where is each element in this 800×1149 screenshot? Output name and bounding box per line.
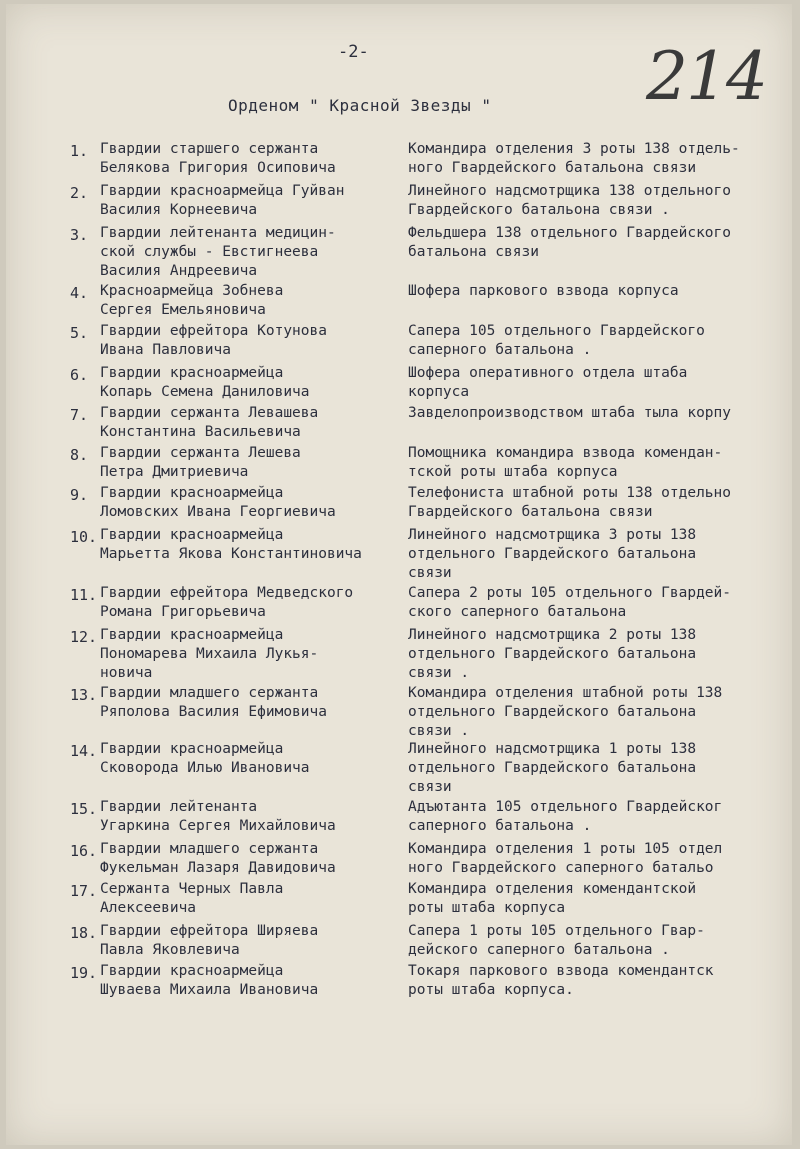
recipient-position-line: дейского саперного батальона . <box>408 942 670 958</box>
recipient-name-line: Ивана Павловича <box>100 342 231 358</box>
recipient-position <box>408 444 786 482</box>
recipient-position <box>408 224 786 262</box>
recipient-position <box>408 740 786 797</box>
entry-number: 7. <box>70 406 89 424</box>
entry-number: 16. <box>70 842 98 860</box>
entry-number: 1. <box>70 142 89 160</box>
recipient-name-line: Гвардии красноармейца <box>100 741 284 757</box>
recipient-position-line: связи <box>408 779 452 795</box>
recipient-name <box>100 364 400 402</box>
recipient-name-line: Петра Дмитриевича <box>100 464 249 480</box>
recipient-name-line: Сковорода Илью Ивановича <box>100 760 310 776</box>
recipient-name <box>100 922 400 960</box>
recipient-position <box>408 282 786 301</box>
recipient-position-line: Гвардейского батальона связи <box>408 504 653 520</box>
recipient-name-line: Гвардии старшего сержанта <box>100 141 319 157</box>
recipient-name-line: Гвардии ефрейтора Котунова <box>100 323 327 339</box>
recipient-position-line: Линейного надсмотрщика 1 роты 138 <box>408 741 697 757</box>
recipient-name-line: Павла Яковлевича <box>100 942 240 958</box>
recipient-name <box>100 444 400 482</box>
recipient-name-line: Василия Корнеевича <box>100 202 258 218</box>
recipient-position-line: Сапера 2 роты 105 отдельного Гвардей- <box>408 585 732 601</box>
recipient-position-line: Линейного надсмотрщика 2 роты 138 <box>408 627 697 643</box>
recipient-position <box>408 922 786 960</box>
recipient-name-line: Угаркина Сергея Михайловича <box>100 818 336 834</box>
recipient-position-line: Помощника командира взвода комендан- <box>408 445 723 461</box>
recipient-name-line: Гвардии красноармейца <box>100 627 284 643</box>
recipient-position <box>408 140 786 178</box>
entry-number: 19. <box>70 964 98 982</box>
recipient-position-line: корпуса <box>408 384 470 400</box>
recipient-name-line: Гвардии красноармейца <box>100 963 284 979</box>
recipient-position-line: связи . <box>408 723 470 739</box>
recipient-position-line: Сапера 1 роты 105 отдельного Гвар- <box>408 923 705 939</box>
entry-number: 11. <box>70 586 98 604</box>
recipient-name <box>100 962 400 1000</box>
recipient-position-line: отдельного Гвардейского батальона <box>408 546 697 562</box>
recipient-name-line: Сержанта Черных Павла <box>100 881 284 897</box>
recipient-name <box>100 584 400 622</box>
recipient-name <box>100 880 400 918</box>
recipient-position <box>408 584 786 622</box>
entry-number: 8. <box>70 446 89 464</box>
recipient-position-line: саперного батальона . <box>408 342 592 358</box>
recipient-name-line: Василия Андреевича <box>100 263 258 279</box>
recipient-position-line: Линейного надсмотрщика 138 отдельного <box>408 183 732 199</box>
recipient-position <box>408 798 786 836</box>
recipient-name <box>100 322 400 360</box>
entry-number: 2. <box>70 184 89 202</box>
recipient-name-line: Романа Григорьевича <box>100 604 266 620</box>
entry-number: 18. <box>70 924 98 942</box>
recipient-name <box>100 740 400 778</box>
recipient-position <box>408 626 786 683</box>
recipient-position <box>408 840 786 878</box>
recipient-name <box>100 484 400 522</box>
recipient-position-line: связи <box>408 565 452 581</box>
recipient-position <box>408 526 786 583</box>
recipient-name-line: Гвардии лейтенанта медицин- <box>100 225 336 241</box>
recipient-position-line: саперного батальона . <box>408 818 592 834</box>
document-page <box>6 4 792 1145</box>
page-number: -2- <box>338 42 369 62</box>
recipient-position-line: Линейного надсмотрщика 3 роты 138 <box>408 527 697 543</box>
recipient-name-line: Константина Васильевича <box>100 424 301 440</box>
recipient-name-line: Марьетта Якова Константиновича <box>100 546 362 562</box>
recipient-name-line: Алексеевича <box>100 900 197 916</box>
recipient-position-line: Сапера 105 отдельного Гвардейского <box>408 323 705 339</box>
recipient-name-line: Гвардии ефрейтора Ширяева <box>100 923 319 939</box>
recipient-name-line: Гвардии младшего сержанта <box>100 841 319 857</box>
recipient-name <box>100 840 400 878</box>
recipient-name <box>100 140 400 178</box>
recipient-name-line: Фукельман Лазаря Давидовича <box>100 860 336 876</box>
recipient-position-line: Командира отделения 1 роты 105 отдел <box>408 841 723 857</box>
recipient-position-line: Шофера паркового взвода корпуса <box>408 283 679 299</box>
recipient-name-line: Гвардии красноармейца Гуйван <box>100 183 345 199</box>
recipient-position-line: Адъютанта 105 отдельного Гвардейског <box>408 799 723 815</box>
recipient-name-line: Гвардии ефрейтора Медведского <box>100 585 354 601</box>
entry-number: 9. <box>70 486 89 504</box>
entry-number: 5. <box>70 324 89 342</box>
handwritten-page-number: 214 <box>646 38 766 115</box>
entry-number: 17. <box>70 882 98 900</box>
recipient-position-line: Шофера оперативного отдела штаба <box>408 365 688 381</box>
entry-number: 15. <box>70 800 98 818</box>
recipient-position <box>408 962 786 1000</box>
entry-number: 10. <box>70 528 98 546</box>
recipient-position-line: Командира отделения комендантской <box>408 881 697 897</box>
recipient-position-line: ного Гвардейского саперного батальо <box>408 860 714 876</box>
recipient-name-line: Гвардии сержанта Лешева <box>100 445 301 461</box>
recipient-position-line: ного Гвардейского батальона связи <box>408 160 697 176</box>
recipient-position-line: Командира отделения 3 роты 138 отдель- <box>408 141 740 157</box>
recipient-name <box>100 798 400 836</box>
recipient-position <box>408 484 786 522</box>
entry-number: 3. <box>70 226 89 244</box>
recipient-name-line: Ряполова Василия Ефимовича <box>100 704 327 720</box>
recipient-name-line: Пономарева Михаила Лукья- <box>100 646 319 662</box>
recipient-position-line: роты штаба корпуса <box>408 900 566 916</box>
entry-number: 12. <box>70 628 98 646</box>
recipient-name <box>100 626 400 683</box>
recipient-position <box>408 322 786 360</box>
recipient-name-line: Гвардии младшего сержанта <box>100 685 319 701</box>
list-heading: Орденом " Красной Звезды " <box>228 96 492 115</box>
recipient-name-line: Ломовских Ивана Георгиевича <box>100 504 336 520</box>
recipient-position-line: Завделопроизводством штаба тыла корпу <box>408 405 732 421</box>
recipient-position <box>408 880 786 918</box>
recipient-position-line: тской роты штаба корпуса <box>408 464 618 480</box>
recipient-name <box>100 684 400 722</box>
recipient-name <box>100 224 400 281</box>
recipient-name <box>100 182 400 220</box>
recipient-name-line: Гвардии сержанта Левашева <box>100 405 319 421</box>
recipient-name <box>100 404 400 442</box>
recipient-name-line: Гвардии красноармейца <box>100 365 284 381</box>
recipient-name-line: Сергея Емельяновича <box>100 302 266 318</box>
recipient-position <box>408 404 786 423</box>
recipient-position-line: связи . <box>408 665 470 681</box>
recipient-name-line: Красноармейца Зобнева <box>100 283 284 299</box>
recipient-name-line: Гвардии красноармейца <box>100 485 284 501</box>
recipient-position-line: батальона связи <box>408 244 539 260</box>
recipient-name-line: Белякова Григория Осиповича <box>100 160 336 176</box>
recipient-position-line: отдельного Гвардейского батальона <box>408 646 697 662</box>
entry-number: 13. <box>70 686 98 704</box>
recipient-name <box>100 282 400 320</box>
recipient-name-line: Копарь Семена Даниловича <box>100 384 310 400</box>
recipient-name-line: Шуваева Михаила Ивановича <box>100 982 319 998</box>
recipient-position-line: Фельдшера 138 отдельного Гвардейского <box>408 225 732 241</box>
recipient-name-line: Гвардии красноармейца <box>100 527 284 543</box>
recipient-position-line: Токаря паркового взвода комендантск <box>408 963 714 979</box>
entry-number: 6. <box>70 366 89 384</box>
recipient-position-line: Телефониста штабной роты 138 отдельно <box>408 485 732 501</box>
recipient-position <box>408 182 786 220</box>
recipient-position <box>408 364 786 402</box>
recipient-position-line: роты штаба корпуса. <box>408 982 574 998</box>
recipient-position-line: отдельного Гвардейского батальона <box>408 704 697 720</box>
recipient-position-line: Командира отделения штабной роты 138 <box>408 685 723 701</box>
recipient-position <box>408 684 786 741</box>
recipient-position-line: ского саперного батальона <box>408 604 627 620</box>
recipient-name <box>100 526 400 564</box>
recipient-name-line: Гвардии лейтенанта <box>100 799 258 815</box>
recipient-position-line: отдельного Гвардейского батальона <box>408 760 697 776</box>
recipient-position-line: Гвардейского батальона связи . <box>408 202 670 218</box>
entry-number: 14. <box>70 742 98 760</box>
entry-number: 4. <box>70 284 89 302</box>
recipient-name-line: новича <box>100 665 153 681</box>
recipient-name-line: ской службы - Евстигнеева <box>100 244 319 260</box>
